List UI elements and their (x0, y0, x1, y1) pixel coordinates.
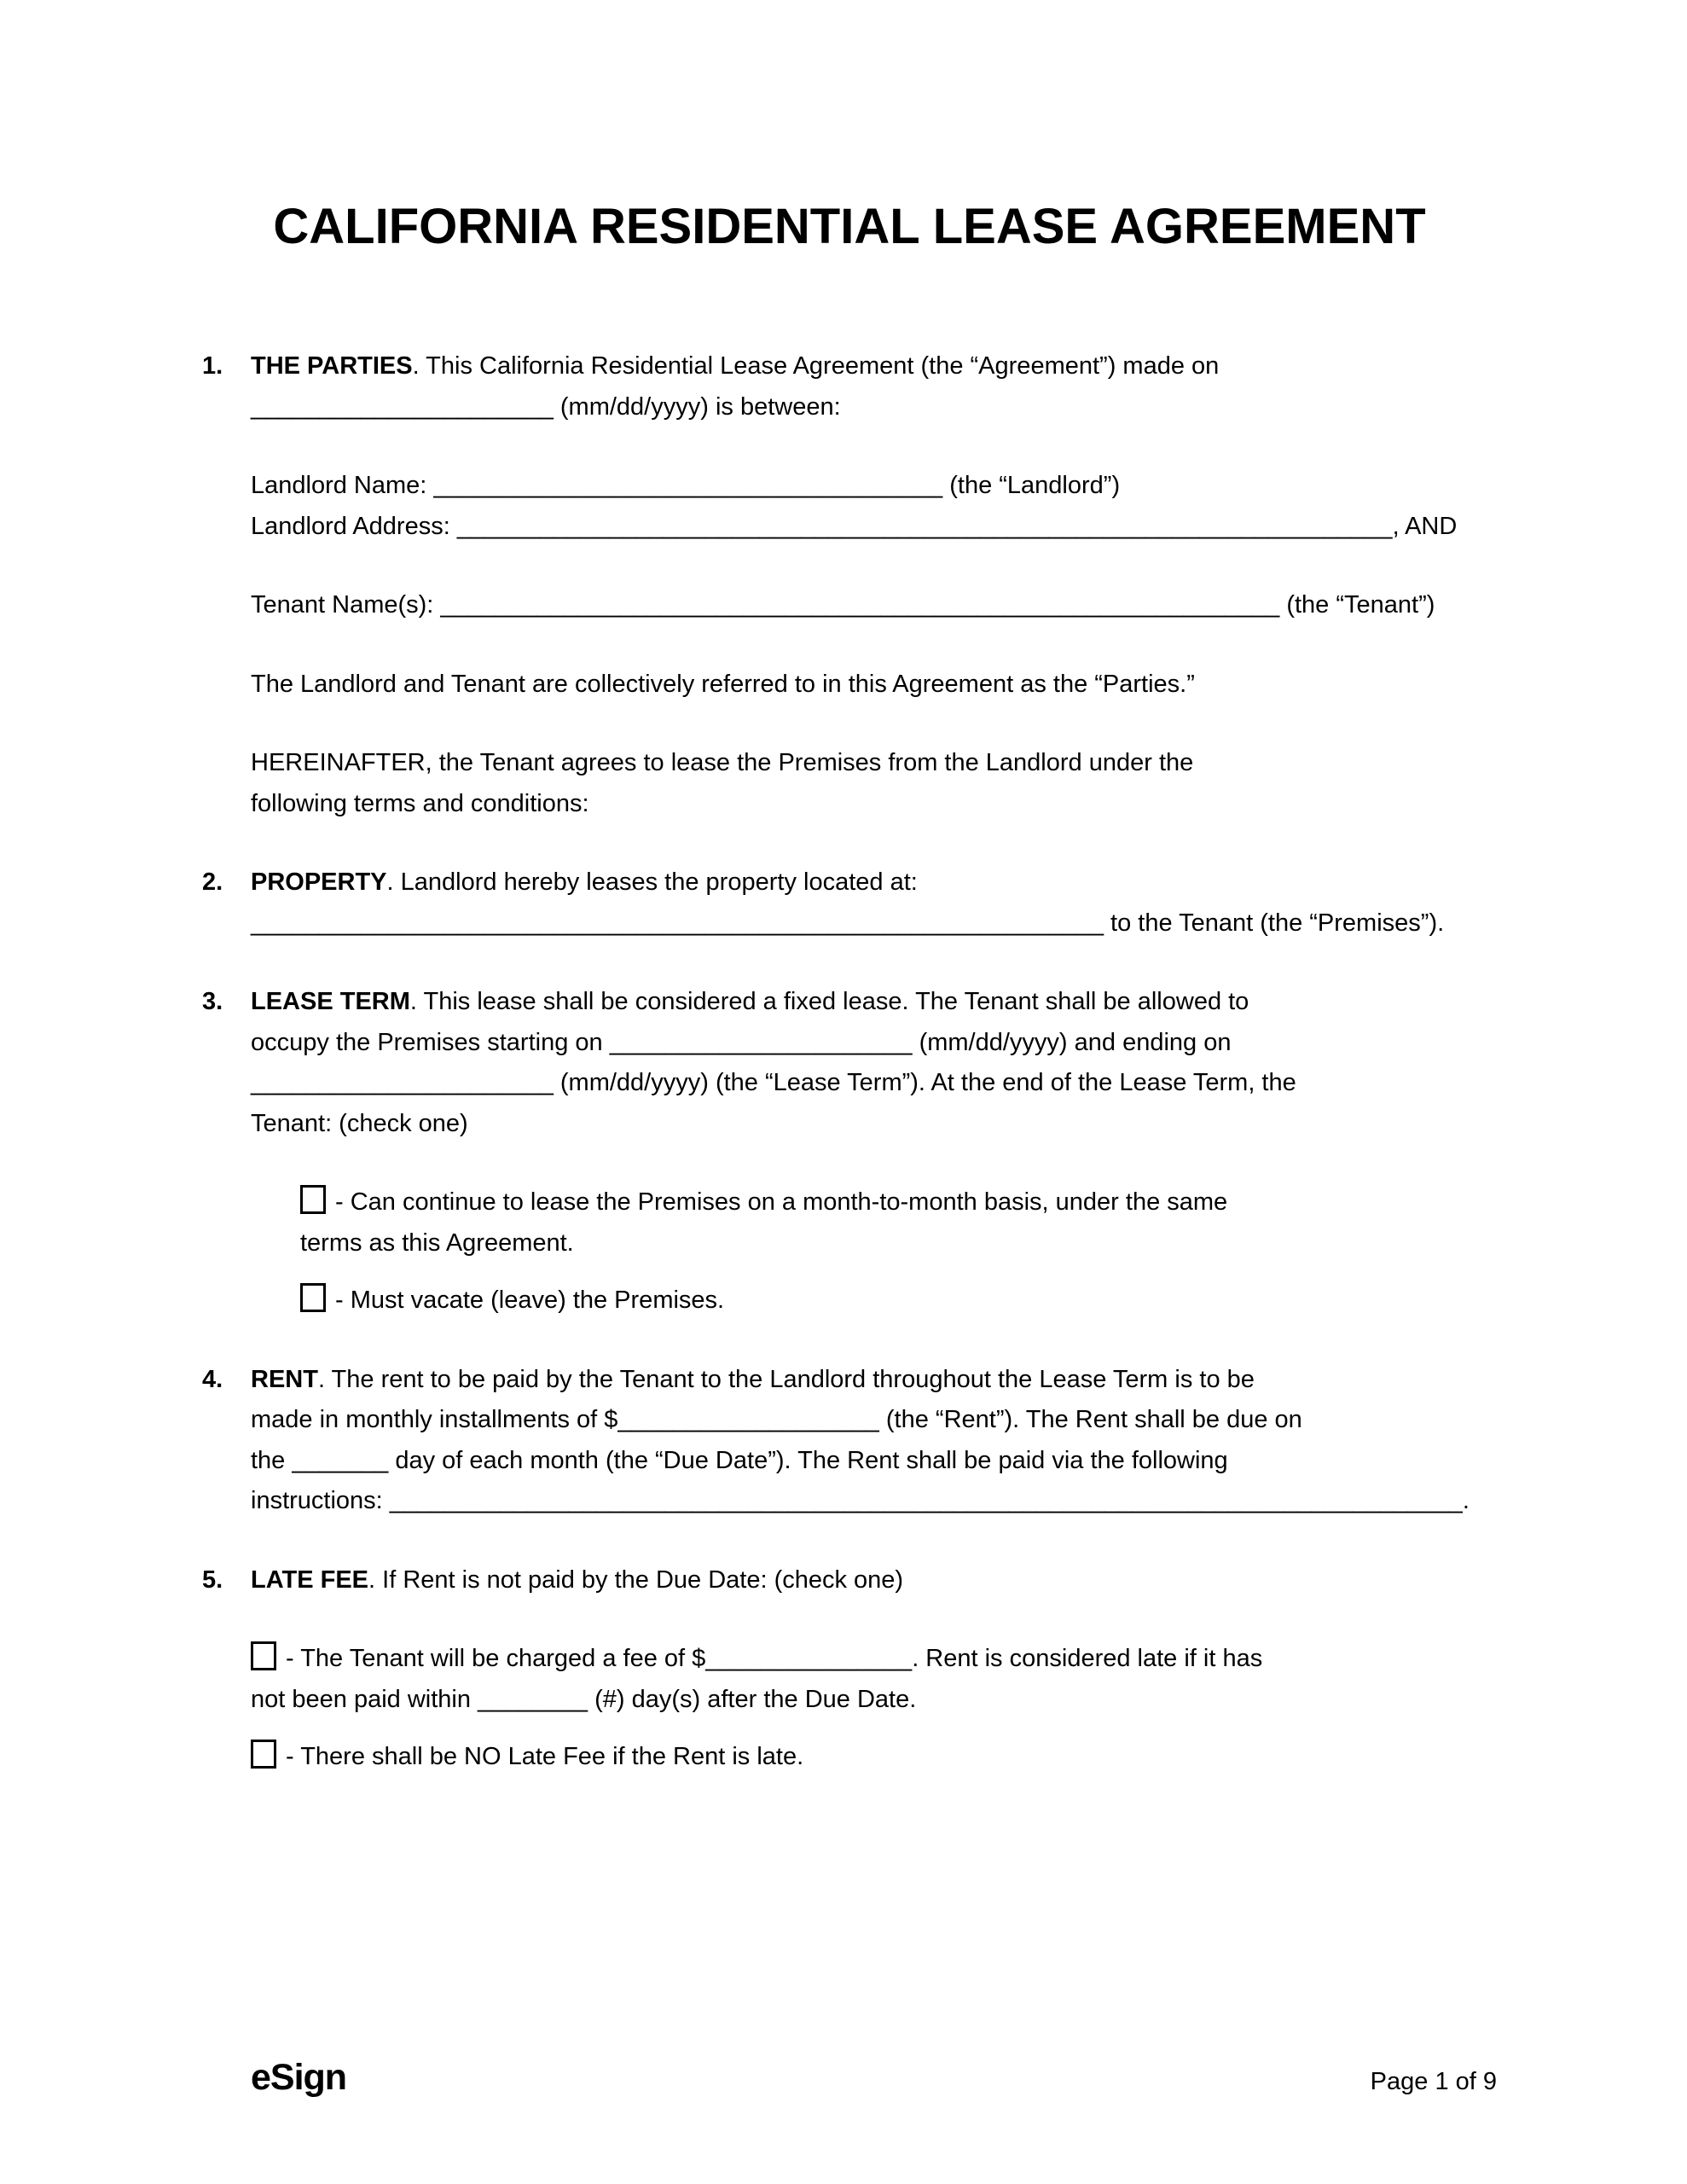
fill-blank[interactable]: _______ (292, 1446, 389, 1474)
text-line (251, 1104, 1497, 1145)
text-line (251, 665, 1497, 706)
text-run: , AND (1392, 512, 1458, 540)
checkbox[interactable] (300, 1283, 326, 1312)
text-line (251, 346, 1497, 387)
text-run: . If Rent is not paid by the Due Date: (check one) (368, 1565, 904, 1594)
text-run: (mm/dd/yyyy) and ending on (912, 1028, 1232, 1056)
text-run: the (251, 1446, 293, 1474)
text-line (251, 1680, 1497, 1721)
text-line (251, 1639, 1497, 1680)
page-number: Page 1 of 9 (1370, 2068, 1497, 2095)
text-run: - Can continue to lease the Premises on a month-to-month basis, under the same (335, 1188, 1228, 1216)
text-line (251, 982, 1497, 1023)
text-line (251, 507, 1497, 548)
text-line (251, 1360, 1497, 1401)
text-line (300, 1182, 1497, 1223)
text-run: RENT (251, 1365, 318, 1393)
text-run: . This California Residential Lease Agreement (the “Agreement”) made on (412, 352, 1220, 380)
text-line (251, 863, 1497, 903)
text-line (251, 743, 1497, 784)
checkbox-option (251, 1639, 1497, 1720)
text-run: Landlord Address: (251, 512, 457, 540)
text-run: (the “Tenant”) (1279, 591, 1435, 619)
text-line (300, 1281, 1497, 1321)
text-run: LATE FEE (251, 1565, 369, 1594)
text-run: - There shall be NO Late Fee if the Rent is late. (286, 1743, 804, 1770)
text-line (251, 1481, 1497, 1522)
fill-blank[interactable]: ______________________ (251, 1069, 554, 1096)
checkbox[interactable] (300, 1185, 326, 1214)
text-line (251, 784, 1497, 825)
section-the-parties (202, 346, 1497, 824)
text-run: made in monthly installments of $ (251, 1406, 618, 1433)
text-line (251, 585, 1497, 626)
text-run: . This lease shall be considered a fixed lease. The Tenant shall be allowed to (409, 988, 1249, 1015)
fill-blank[interactable]: ______________________ (251, 392, 554, 421)
section-blocks (251, 863, 1497, 944)
page-footer (251, 2058, 1497, 2103)
text-line (251, 1441, 1497, 1482)
checkbox-option (300, 1281, 1497, 1321)
text-run: LEASE TERM (251, 988, 410, 1015)
paragraph (251, 1360, 1497, 1522)
text-run: (mm/dd/yyyy) is between: (553, 392, 841, 421)
section-number: 5. (202, 1565, 223, 1594)
section-blocks (251, 1560, 1497, 1778)
text-run: occupy the Premises starting on (251, 1028, 610, 1056)
section-late-fee (202, 1560, 1497, 1778)
section-number: 4. (202, 1365, 223, 1393)
section-rent (202, 1360, 1497, 1522)
esign-logo: eSign (251, 2057, 347, 2098)
fill-blank[interactable]: _____________________________________ (433, 472, 943, 499)
text-run: The Landlord and Tenant are collectively referred to in this Agreement as the “Parties.” (251, 670, 1195, 698)
section-blocks (251, 346, 1497, 824)
fill-blank[interactable]: _____________________________________________________________ (440, 591, 1280, 619)
text-run: to the Tenant (the “Premises”). (1103, 909, 1445, 937)
text-run: PROPERTY (251, 868, 387, 896)
text-line (251, 1063, 1497, 1104)
text-run: not been paid within (251, 1685, 478, 1713)
section-lease-term (202, 982, 1497, 1321)
text-run: (the “Rent”). The Rent shall be due on (878, 1406, 1302, 1433)
fill-blank[interactable]: ____________________________________________________________________ (456, 512, 1393, 540)
checkbox[interactable] (251, 1641, 276, 1670)
fill-blank[interactable]: ___________________ (617, 1406, 879, 1433)
fill-blank[interactable]: ______________________________________________________________ (251, 909, 1104, 937)
text-run: . Landlord hereby leases the property located at: (386, 868, 918, 896)
section-number: 2. (202, 868, 223, 896)
text-line (251, 1023, 1497, 1064)
text-line (251, 1400, 1497, 1441)
section-number: 3. (202, 988, 223, 1015)
text-run: HEREINAFTER, the Tenant agrees to lease the Premises from the Landlord under the (251, 749, 1194, 776)
text-run: (the “Landlord”) (942, 472, 1121, 499)
paragraph (251, 346, 1497, 427)
text-run: instructions: (251, 1487, 390, 1514)
text-run: Tenant Name(s): (251, 591, 441, 619)
text-run: . (1462, 1487, 1470, 1514)
text-run: - Must vacate (leave) the Premises. (335, 1287, 725, 1314)
section-blocks (251, 1360, 1497, 1522)
text-run: following terms and conditions: (251, 789, 589, 817)
fill-blank[interactable]: ______________________ (609, 1028, 913, 1056)
fill-blank[interactable]: ________ (478, 1685, 588, 1713)
paragraph (251, 585, 1497, 626)
paragraph (251, 743, 1497, 824)
text-line (251, 466, 1497, 507)
section-number: 1. (202, 352, 223, 380)
text-line (251, 1737, 1497, 1778)
text-run: THE PARTIES (251, 352, 413, 380)
text-run: Landlord Name: (251, 472, 434, 499)
text-line (251, 387, 1497, 428)
paragraph (251, 665, 1497, 706)
document-body (202, 346, 1497, 1778)
fill-blank[interactable]: _______________ (705, 1645, 913, 1672)
text-run: - The Tenant will be charged a fee of $ (286, 1645, 706, 1672)
section-property (202, 863, 1497, 944)
fill-blank[interactable]: ______________________________________________________________________________ (389, 1487, 1463, 1514)
text-line (251, 1560, 1497, 1601)
paragraph (251, 466, 1497, 547)
paragraph (251, 863, 1497, 944)
text-run: day of each month (the “Due Date”). The Rent shall be paid via the following (388, 1446, 1228, 1474)
text-run: . The rent to be paid by the Tenant to the Landlord throughout the Lease Term is to be (317, 1365, 1255, 1393)
section-blocks (251, 982, 1497, 1321)
text-run: Tenant: (check one) (251, 1109, 468, 1137)
checkbox-option (251, 1737, 1497, 1778)
text-run: (mm/dd/yyyy) (the “Lease Term”). At the end of the Lease Term, the (553, 1069, 1296, 1096)
paragraph (251, 1560, 1497, 1601)
text-run: (#) day(s) after the Due Date. (588, 1685, 917, 1713)
text-run: . Rent is considered late if it has (912, 1645, 1263, 1672)
text-run: terms as this Agreement. (300, 1228, 574, 1257)
checkbox[interactable] (251, 1740, 276, 1769)
text-line (251, 903, 1497, 944)
page-title: CALIFORNIA RESIDENTIAL LEASE AGREEMENT (273, 199, 1426, 254)
text-line (300, 1223, 1497, 1264)
paragraph (251, 982, 1497, 1144)
checkbox-option (300, 1182, 1497, 1263)
